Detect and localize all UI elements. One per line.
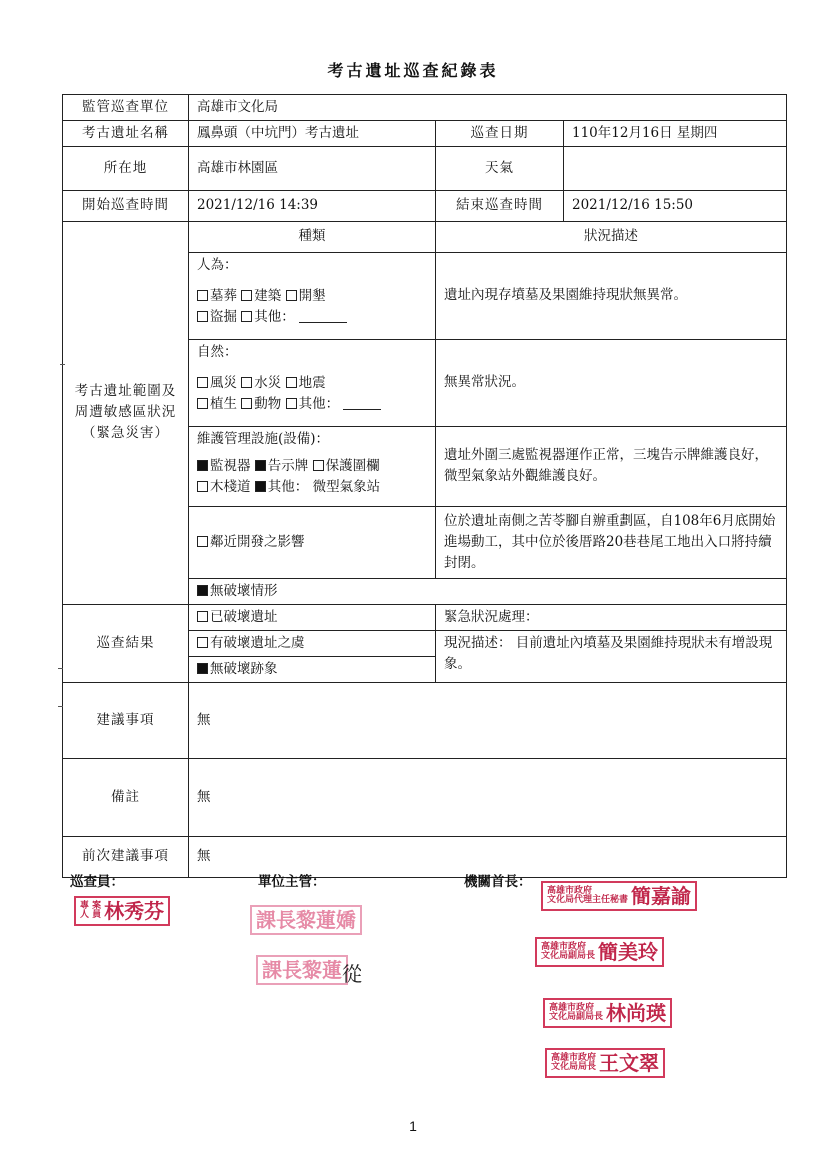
human-other-blank[interactable] [299,322,347,323]
supervisor-seal [250,905,362,935]
seal-name: 課長黎蓮 [262,958,342,982]
date-value: 110年12月16日 星期四 [564,120,787,146]
checkbox-risk[interactable] [197,637,208,648]
nearby-development-cell [189,506,436,578]
checkbox-signboard[interactable] [255,460,266,471]
remark-label: 備註 [63,758,189,836]
handwritten-initial: 從 [342,962,362,986]
end-time-label: 結束巡查時間 [436,190,564,221]
option-building: 建築 [254,287,282,304]
option-typhoon: 風災 [210,374,237,391]
nearby-description: 位於遺址南側之苦苓腳自辦重劃區，自108年6月底開始進場動工，其中位於後厝路20巷巷尾工地出入口將持續封閉。 [436,506,787,578]
scope-label-line: （緊急災害） [82,425,169,442]
seal-line: 文化局局長 [551,1062,597,1072]
checkbox-vegetation[interactable] [197,398,208,409]
suggestion-value: 無 [189,682,787,758]
head-seal-3 [543,998,672,1028]
previous-suggestion-value: 無 [189,836,787,877]
seal-line: 文化局代理主任秘書 [547,895,629,905]
seal-name: 林尚瑛 [606,1001,667,1025]
head-seal-1 [541,881,697,911]
supervisor-seal-second [256,955,348,985]
facility-description: 遺址外圍三處監視器運作正常，三塊告示牌維護良好，微型氣象站外觀維護良好。 [436,426,787,506]
facility-other-value: 微型氣象站 [312,478,381,495]
inspector-label: 巡查員： [70,874,124,890]
seal-name: 簡嘉諭 [631,884,692,908]
remark-value: 無 [189,758,787,836]
unit-label: 監管巡查單位 [63,95,189,121]
result-description: 現況描述： 目前遺址內墳墓及果園維持現狀未有增設現象。 [436,630,787,682]
seal-line: 高雄市政府 [551,1052,597,1063]
seal-name: 林秀芬 [104,899,165,923]
checkbox-nearby[interactable] [197,536,208,547]
scope-label-line: 周遭敏感區狀況 [74,404,177,421]
site-label: 考古遺址名稱 [63,120,189,146]
checkbox-typhoon[interactable] [197,377,208,388]
location-label: 所在地 [63,146,189,190]
option-looting: 盜掘 [210,308,237,325]
seal-line: 高雄市政府 [541,941,587,952]
location-value: 高雄市林園區 [189,146,436,190]
option-destroyed: 已破壞遺址 [210,608,278,625]
description-column-header: 狀況描述 [436,221,787,252]
head-seal-4 [545,1048,665,1078]
seal-name: 王文翠 [599,1051,660,1075]
checkbox-destroyed[interactable] [197,611,208,622]
start-time-label: 開始巡查時間 [63,190,189,221]
option-cultivation: 開墾 [298,287,326,304]
option-flood: 水災 [254,374,282,391]
option-animal: 動物 [254,395,282,412]
option-nearby: 鄰近開發之影響 [210,533,305,550]
result-label: 巡查結果 [63,604,189,682]
seal-name: 課長黎蓮嬌 [256,908,356,932]
weather-label: 天氣 [436,146,564,190]
seal-line: 專 案 [80,900,102,911]
checkbox-earthquake[interactable] [286,377,297,388]
option-vegetation: 植生 [210,395,237,412]
scope-label-line: 考古遺址範圍及 [74,383,177,400]
head-seal-2 [535,937,664,967]
option-earthquake: 地震 [298,374,326,391]
checkbox-facility-other[interactable] [255,481,266,492]
seal-name: 簡美玲 [598,940,659,964]
nature-heading: 自然： [197,343,238,360]
checkbox-cctv[interactable] [197,460,208,471]
option-signboard: 告示牌 [267,457,309,474]
checkbox-animal[interactable] [241,398,252,409]
scope-label [63,221,189,604]
natural-factors-cell [189,339,436,426]
margin-mark [58,706,63,707]
checkbox-nature-other[interactable] [286,398,297,409]
option-no-trace: 無破壞跡象 [210,660,278,677]
option-no-damage: 無破壞情形 [210,582,278,599]
option-fence: 保護圍欄 [325,457,380,474]
unit-value: 高雄市文化局 [189,95,787,121]
inspection-form-table [62,94,787,878]
human-factors-cell [189,252,436,339]
facility-cell [189,426,436,506]
margin-mark [60,364,65,365]
inspector-seal [74,896,170,926]
seal-line: 高雄市政府 [549,1002,595,1013]
end-time-value: 2021/12/16 15:50 [564,190,787,221]
human-description: 遺址內現存墳墓及果園維持現狀無異常。 [436,252,787,339]
checkbox-cultivation[interactable] [286,290,297,301]
checkbox-boardwalk[interactable] [197,481,208,492]
result-option-destroyed-cell [189,604,436,630]
option-burial: 墓葬 [210,287,237,304]
weather-value [564,146,787,190]
option-nature-other: 其他： [298,395,340,412]
option-boardwalk: 木棧道 [210,478,251,495]
checkbox-flood[interactable] [241,377,252,388]
checkbox-no-trace[interactable] [197,663,208,674]
no-damage-cell [189,578,787,604]
site-value: 鳳鼻頭（中坑門）考古遺址 [189,120,436,146]
supervisor-label: 單位主管： [258,874,326,890]
seal-line: 文化局副局長 [549,1012,604,1022]
checkbox-no-damage[interactable] [197,585,208,596]
page-number: 1 [409,1118,417,1134]
head-label: 機關首長： [464,874,532,890]
type-column-header: 種類 [189,221,436,252]
suggestion-label: 建議事項 [63,682,189,758]
checkbox-burial[interactable] [197,290,208,301]
facility-heading: 維護管理設施(設備)： [197,430,330,447]
start-time-value: 2021/12/16 14:39 [189,190,436,221]
seal-line: 人 員 [80,910,102,920]
previous-suggestion-label: 前次建議事項 [63,836,189,877]
emergency-handling: 緊急狀況處理： [436,604,787,630]
margin-mark [58,668,63,669]
nature-other-blank[interactable] [343,409,381,410]
checkbox-looting[interactable] [197,311,208,322]
option-facility-other: 其他： [267,478,309,495]
form-title: 考古遺址巡查紀錄表 [327,61,499,80]
result-option-none-cell [189,656,436,682]
seal-line: 高雄市政府 [547,885,593,896]
option-cctv: 監視器 [210,457,251,474]
human-heading: 人為： [197,256,238,273]
nature-description: 無異常狀況。 [436,339,787,426]
checkbox-human-other[interactable] [241,311,252,322]
seal-line: 文化局副局長 [541,951,596,961]
checkbox-building[interactable] [241,290,252,301]
date-label: 巡查日期 [436,120,564,146]
option-risk: 有破壞遺址之虞 [210,634,305,651]
checkbox-fence[interactable] [313,460,324,471]
option-human-other: 其他： [254,308,295,325]
result-option-risk-cell [189,630,436,656]
